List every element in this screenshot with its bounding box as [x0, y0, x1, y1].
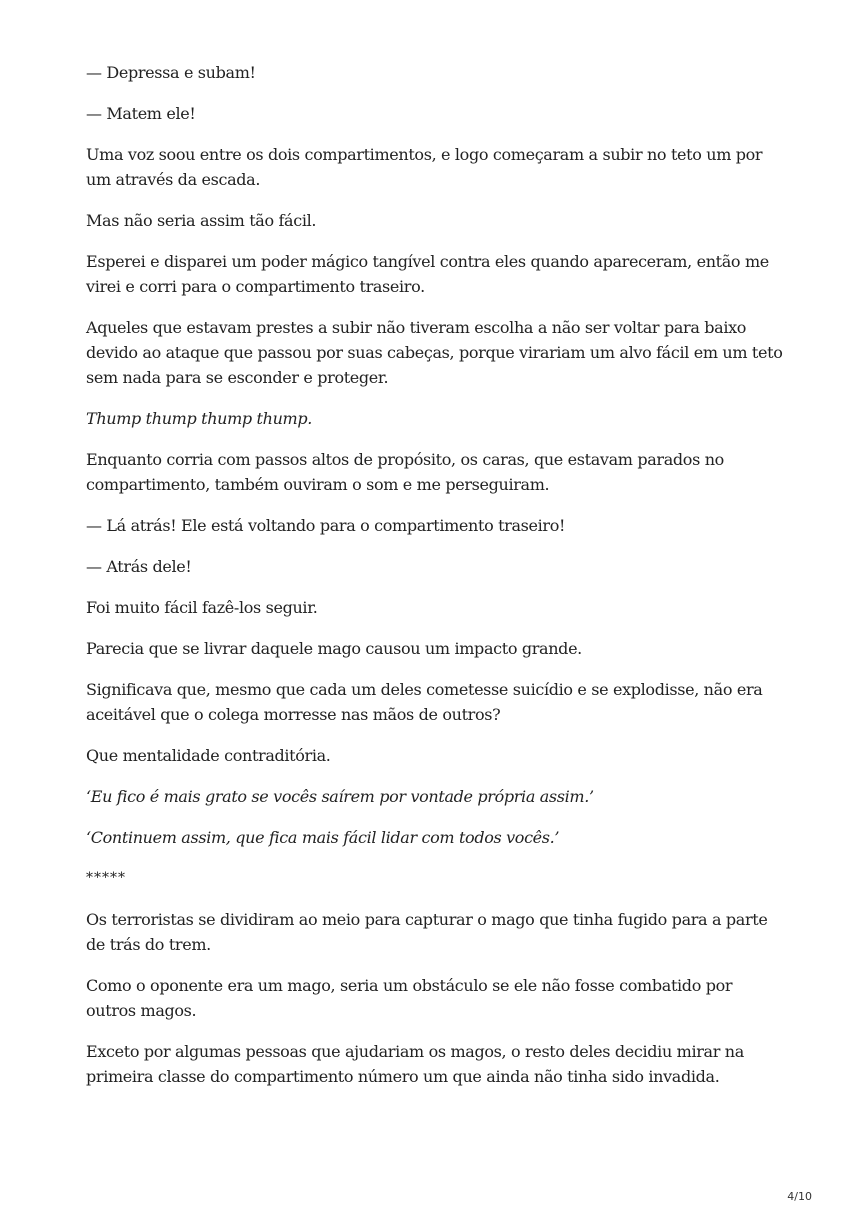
paragraph-11: Foi muito fácil fazê-los seguir. — [86, 598, 318, 617]
paragraph-8: Enquanto corria com passos altos de propósito, os caras, que estavam parados no compartimento, também ouviram o som e me perseguiram. — [86, 450, 724, 494]
document-body — [86, 60, 786, 1105]
paragraph-13: Significava que, mesmo que cada um deles cometesse suicídio e se explodisse, não era aceitável que o colega morresse nas mãos de outros? — [86, 680, 763, 724]
paragraph-19: Como o oponente era um mago, seria um obstáculo se ele não fosse combatido por outros magos. — [86, 976, 733, 1020]
paragraph-16: ‘Continuem assim, que fica mais fácil lidar com todos vocês.’ — [86, 828, 560, 847]
paragraph-14: Que mentalidade contraditória. — [86, 746, 331, 765]
paragraph-5: Esperei e disparei um poder mágico tangível contra eles quando apareceram, então me virei e corri para o compartimento traseiro. — [86, 252, 769, 296]
paragraph-6: Aqueles que estavam prestes a subir não tiveram escolha a não ser voltar para baixo devido ao ataque que passou por suas cabeças, porque virariam um alvo fácil em um teto sem nada para se esconder e proteger. — [86, 318, 783, 387]
paragraph-1: — Depressa e subam! — [86, 63, 256, 82]
paragraph-3: Uma voz soou entre os dois compartimentos, e logo começaram a subir no teto um por um através da escada. — [86, 145, 763, 189]
paragraph-18: Os terroristas se dividiram ao meio para capturar o mago que tinha fugido para a parte de trás do trem. — [86, 910, 768, 954]
paragraph-15: ‘Eu fico é mais grato se vocês saírem por vontade própria assim.’ — [86, 787, 594, 806]
scene-separator: ***** — [86, 870, 126, 886]
paragraph-20: Exceto por algumas pessoas que ajudariam os magos, o resto deles decidiu mirar na primeira classe do compartimento número um que ainda não tinha sido invadida. — [86, 1042, 744, 1086]
page-number: 4/10 — [787, 1190, 812, 1203]
paragraph-10: — Atrás dele! — [86, 557, 192, 576]
paragraph-12: Parecia que se livrar daquele mago causou um impacto grande. — [86, 639, 582, 658]
paragraph-7: Thump thump thump thump. — [86, 409, 312, 428]
paragraph-2: — Matem ele! — [86, 104, 196, 123]
paragraph-4: Mas não seria assim tão fácil. — [86, 211, 317, 230]
paragraph-9: — Lá atrás! Ele está voltando para o compartimento traseiro! — [86, 516, 566, 535]
